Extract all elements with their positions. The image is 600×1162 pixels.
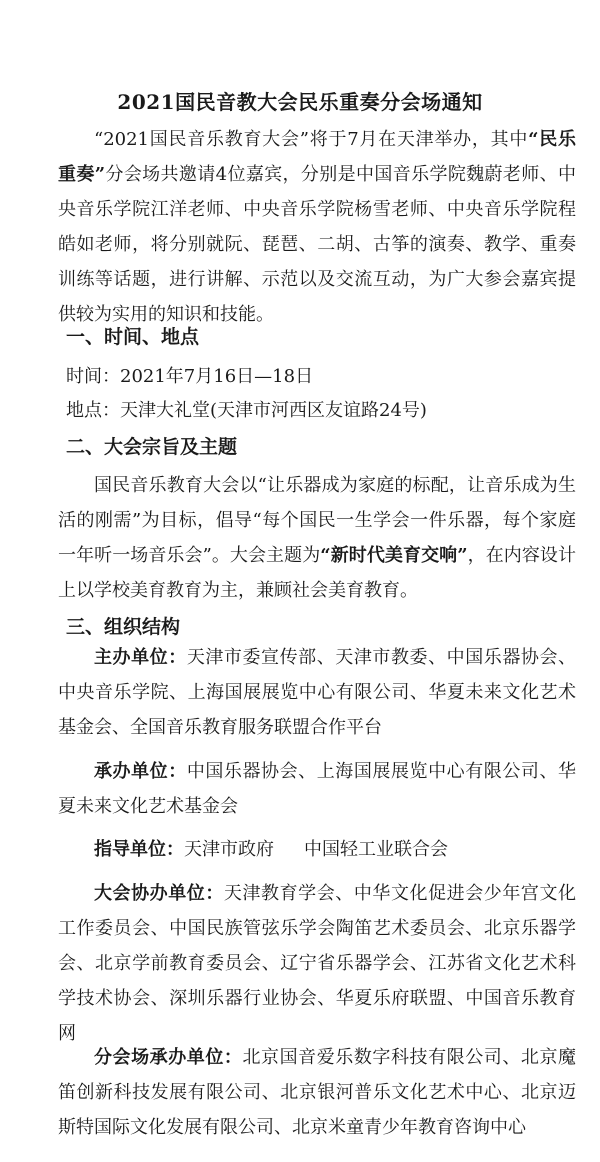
branch-label: 分会场承办单位： (94, 1047, 243, 1068)
assist-text: 天津教育学会、中华文化促进会少年宫文化工作委员会、中国民族管弦乐学会陶笛艺术委员会、北京乐器学会、北京学前教育委员会、辽宁省乐器学会、江苏省文化艺术科学技术协会、深圳乐器行业协会、华夏乐府联盟、中国音乐教育网 (58, 883, 576, 1044)
assist-paragraph (58, 876, 576, 1051)
organizer-text: 中国乐器协会、上海国展展览中心有限公司、华夏未来文化艺术基金会 (58, 761, 577, 817)
branch-text: 北京国音爱乐数字科技有限公司、北京魔笛创新科技发展有限公司、北京银河普乐文化艺术中心、北京迈斯特国际文化发展有限公司、北京米童青少年教育咨询中心 (58, 1047, 577, 1138)
intro-text-1: “2021国民音乐教育大会”将于7月在天津举办，其中 (94, 129, 529, 150)
section1-heading: 一、时间、地点 (66, 326, 200, 348)
event-place: 地点：天津大礼堂(天津市河西区友谊路24号) (66, 400, 427, 421)
host-paragraph (58, 640, 576, 745)
section2-paragraph (58, 468, 576, 608)
guide-unit-2: 中国轻工业联合会 (304, 839, 448, 860)
section2-heading: 二、大会宗旨及主题 (66, 436, 238, 458)
guide-paragraph (58, 832, 576, 867)
host-label: 主办单位： (94, 647, 187, 668)
guide-unit-1: 天津市政府 (184, 839, 274, 860)
section3-heading: 三、组织结构 (66, 616, 181, 638)
assist-label: 大会协办单位： (94, 883, 224, 904)
guide-label: 指导单位： (94, 839, 184, 860)
section2-bold-1: “新时代美育交响” (320, 545, 468, 566)
organizer-paragraph (58, 754, 576, 824)
event-time: 时间：2021年7月16日—18日 (66, 366, 314, 387)
section2-text-2: ，在内容设计上以学校美育教育为主，兼顾社会美育教育。 (58, 545, 576, 601)
intro-paragraph (58, 122, 576, 332)
section2-text-1: 国民音乐教育大会以“让乐器成为家庭的标配，让音乐成为生活的刚需”为目标，倡导“每个国民一生学会一件乐器，每个家庭一年听一场音乐会”。大会主题为 (58, 475, 576, 566)
document-title: 2021国民音教大会民乐重奏分会场通知 (117, 90, 483, 114)
intro-text-2: 分会场共邀请4位嘉宾，分别是中国音乐学院魏蔚老师、中央音乐学院江洋老师、中央音乐学院杨雪老师、中央音乐学院程皓如老师，将分别就阮、琵琶、二胡、古筝的演奏、教学、重奏训练等话题，进行讲解、示范以及交流互动，为广大参会嘉宾提供较为实用的知识和技能。 (58, 164, 577, 325)
organizer-label: 承办单位： (94, 761, 187, 782)
host-text: 天津市委宣传部、天津市教委、中国乐器协会、中央音乐学院、上海国展展览中心有限公司、华夏未来文化艺术基金会、全国音乐教育服务联盟合作平台 (58, 647, 577, 738)
intro-bold-1: “民乐重奏” (58, 129, 576, 185)
branch-paragraph (58, 1040, 576, 1145)
